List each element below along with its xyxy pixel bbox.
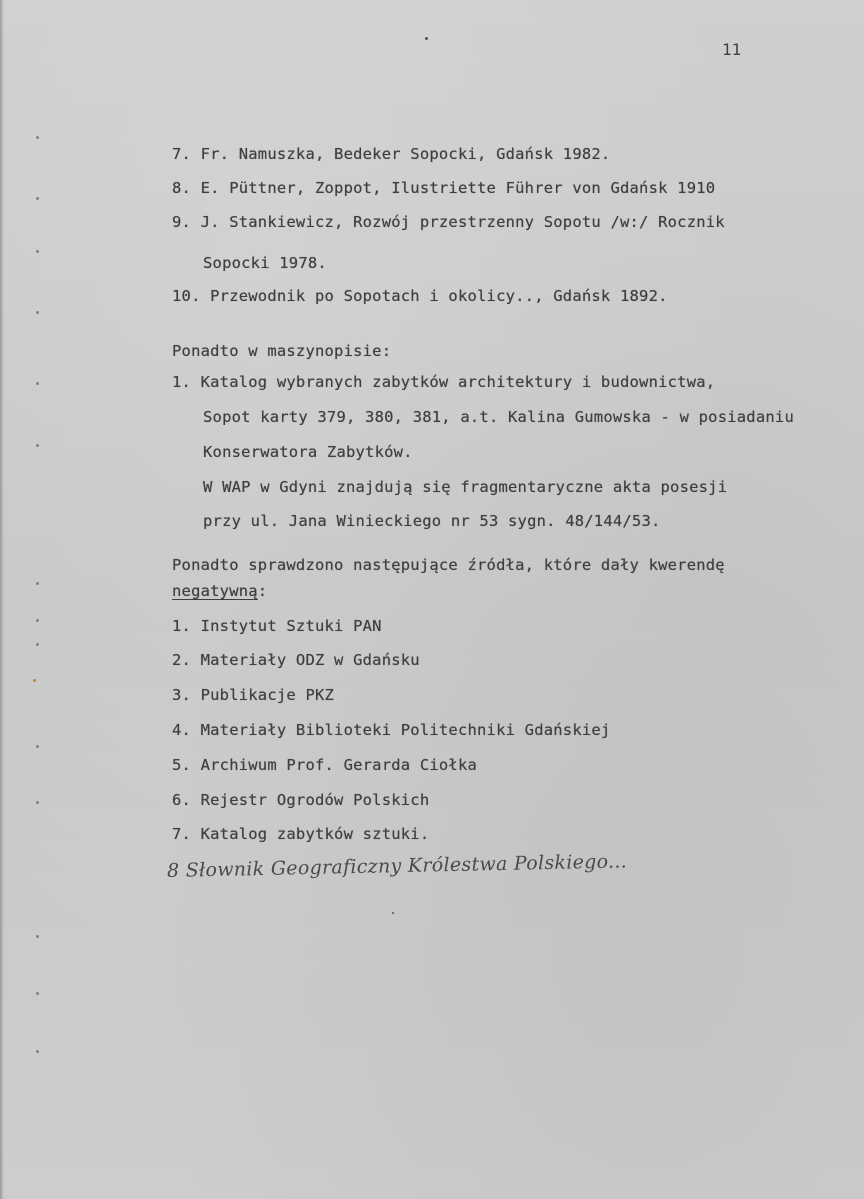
typescript-line: 1. Katalog wybranych zabytków architektury i budownictwa, [172, 373, 716, 391]
bibliography-line: Sopocki 1978. [203, 254, 327, 272]
source-list-item: 1. Instytut Sztuki PAN [172, 617, 382, 635]
page-number: 11 [722, 40, 742, 59]
source-list-item: 6. Rejestr Ogrodów Polskich [172, 791, 430, 809]
negative-sources-heading-cont [172, 582, 267, 600]
paper-speck [425, 37, 428, 40]
typescript-line: W WAP w Gdyni znajdują się fragmentaryczne akta posesji [203, 478, 728, 496]
paper-speck [33, 679, 36, 682]
heading-colon: : [257, 582, 268, 600]
handwriting-svg [165, 842, 645, 898]
paper-speck [392, 912, 394, 914]
binding-mark [36, 250, 39, 253]
source-list-item: 4. Materiały Biblioteki Politechniki Gdańskiej [172, 721, 611, 739]
binding-mark [36, 1050, 39, 1053]
typescript-line: przy ul. Jana Winieckiego nr 53 sygn. 48/144/53. [203, 512, 661, 530]
typescript-line: Sopot karty 379, 380, 381, a.t. Kalina Gumowska - w posiadaniu [203, 408, 794, 426]
source-list-item: 3. Publikacje PKZ [172, 686, 335, 704]
typescript-line: Konserwatora Zabytków. [203, 443, 413, 461]
bibliography-line: 7. Fr. Namuszka, Bedeker Sopocki, Gdańsk 1982. [172, 145, 611, 163]
binding-mark [36, 582, 39, 585]
binding-mark [36, 801, 39, 804]
binding-mark [36, 992, 39, 995]
binding-mark [36, 311, 39, 314]
negative-sources-heading: Ponadto sprawdzono następujące źródła, które dały kwerendę [172, 556, 725, 574]
source-list-item: 7. Katalog zabytków sztuki. [172, 825, 430, 843]
binding-mark [36, 745, 39, 748]
binding-mark [36, 382, 39, 385]
underlined-word: negatywną [172, 582, 258, 600]
bibliography-line: 10. Przewodnik po Sopotach i okolicy.., Gdańsk 1892. [172, 287, 668, 305]
page-left-edge [0, 0, 4, 1199]
binding-mark [36, 444, 39, 447]
binding-mark [36, 136, 39, 139]
binding-mark [36, 619, 39, 622]
bibliography-line: 8. E. Püttner, Zoppot, Ilustriette Führer von Gdańsk 1910 [172, 179, 716, 197]
binding-mark [36, 197, 39, 200]
handwritten-text: 8 Słownik Geograficzny Królestwa Polskiego... [166, 850, 628, 882]
binding-mark [36, 935, 39, 938]
typescript-heading: Ponadto w maszynopisie: [172, 342, 392, 360]
binding-mark [36, 643, 39, 646]
source-list-item: 2. Materiały ODZ w Gdańsku [172, 651, 420, 669]
handwritten-note [165, 842, 645, 898]
source-list-item: 5. Archiwum Prof. Gerarda Ciołka [172, 756, 478, 774]
bibliography-line: 9. J. Stankiewicz, Rozwój przestrzenny Sopotu /w:/ Rocznik [172, 213, 725, 231]
